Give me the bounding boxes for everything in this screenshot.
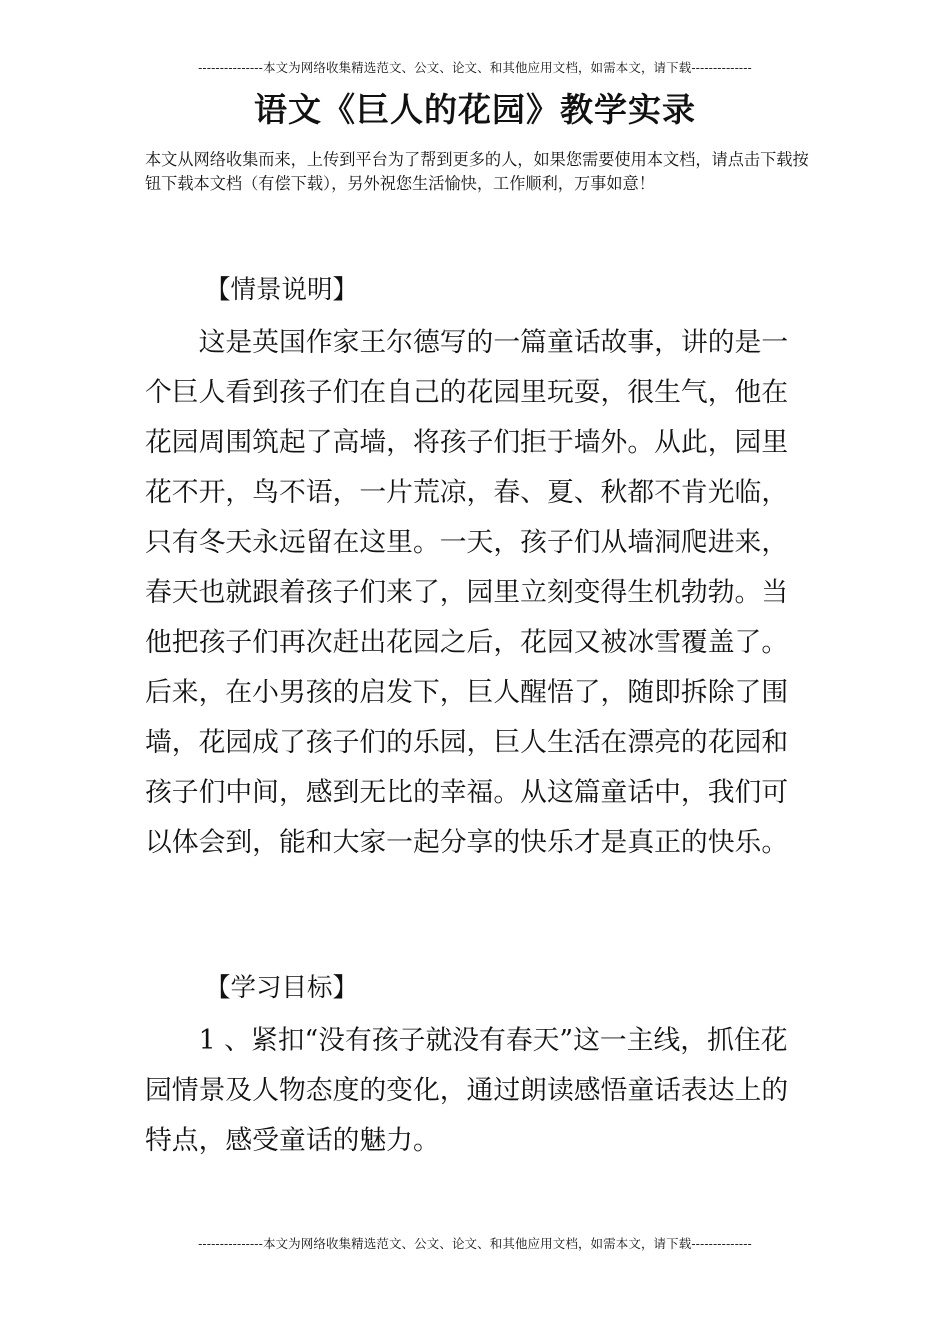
- section-heading-scenario: 【情景说明】: [205, 275, 359, 305]
- section-heading-objectives: 【学习目标】: [205, 973, 359, 1003]
- document-title: 语文《巨人的花园》教学实录: [254, 90, 696, 129]
- section-body-scenario: 这是英国作家王尔德写的一篇童话故事，讲的是一个巨人看到孩子们在自己的花园里玩耍，很生气，他在花园周围筑起了高墙，将孩子们拒于墙外。从此，园里花不开，鸟不语，一片荒凉，春、夏、秋都不肯光临，只有冬天永远留在这里。一天，孩子们从墙洞爬进来，春天也就跟着孩子们来了，园里立刻变得生机勃勃。当他把孩子们再次赶出花园之后，花园又被冰雪覆盖了。后来，在小男孩的启发下，巨人醒悟了，随即拆除了围墙，花园成了孩子们的乐园，巨人生活在漂亮的花园和孩子们中间，感到无比的幸福。从这篇童话中，我们可以体会到，能和大家一起分享的快乐才是真正的快乐。: [145, 327, 789, 858]
- header-banner: ---------------本文为网络收集精选范文、公文、论文、和其他应用文档，如需本文，请下载--------------: [198, 60, 752, 75]
- footer-banner: ---------------本文为网络收集精选范文、公文、论文、和其他应用文档，如需本文，请下载--------------: [198, 1236, 752, 1251]
- intro-paragraph: 本文从网络收集而来，上传到平台为了帮到更多的人，如果您需要使用本文档，请点击下载按钮下载本文档（有偿下载），另外祝您生活愉快，工作顺利，万事如意！: [145, 150, 809, 193]
- section-body-objectives: 1 、紧扣“没有孩子就没有春天”这一主线，抓住花园情景及人物态度的变化，通过朗读感悟童话表达上的特点，感受童话的魅力。: [145, 1025, 789, 1156]
